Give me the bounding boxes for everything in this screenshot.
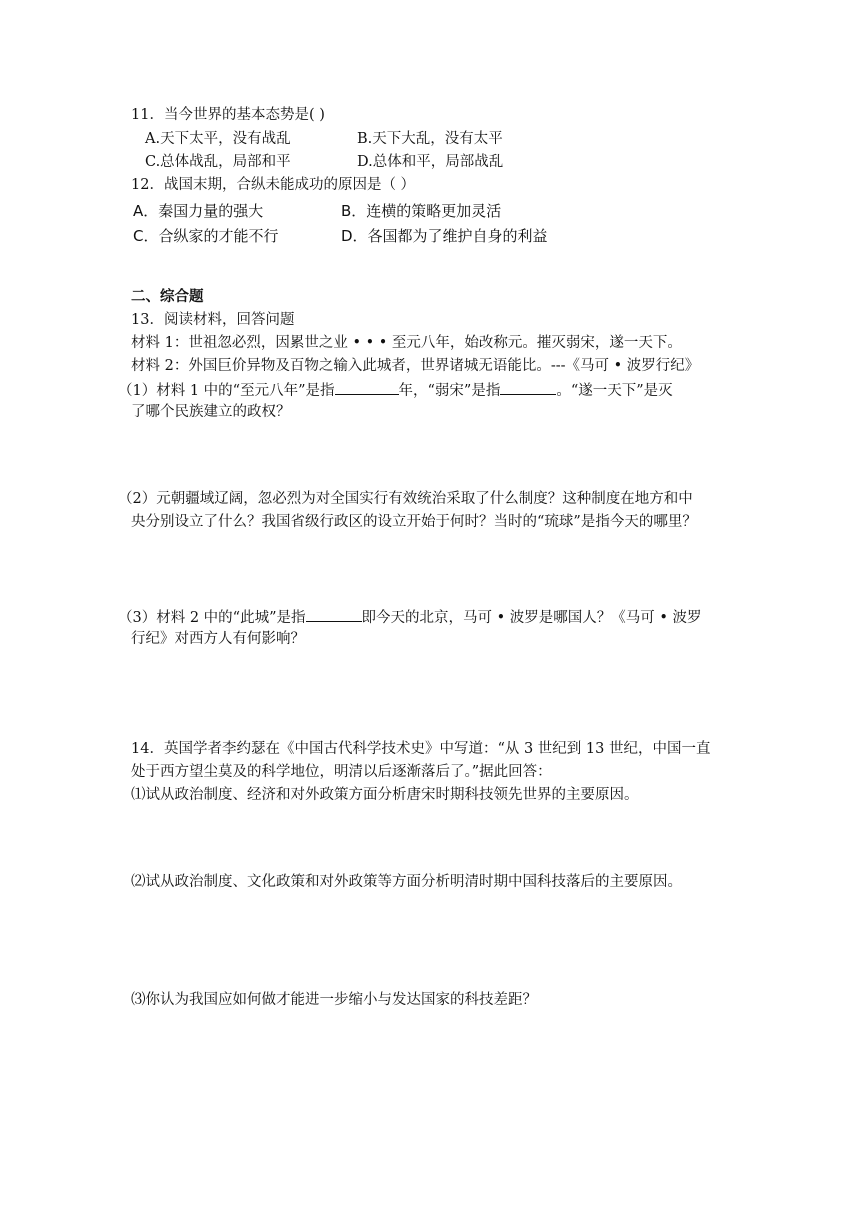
q11-option-d: D.总体和平，局部战乱	[357, 154, 504, 170]
q13-stem: 13．阅读材料，回答问题	[131, 312, 295, 328]
q11-stem: 11．当今世界的基本态势是( )	[131, 107, 325, 123]
q12-option-b: B．连横的策略更加灵活	[341, 202, 502, 220]
q12-option-d: D．各国都为了维护自身的利益	[341, 227, 548, 245]
q13-sub1-line2: 了哪个民族建立的政权？	[131, 404, 291, 420]
q13-sub1-text-b: 年，“弱宋”是指	[398, 383, 501, 399]
q13-material-1: 材料 1：世祖忽必烈，因累世之业 • • • 至元八年，始改称元。摧灭弱宋，遂一天下。	[131, 335, 682, 351]
q14-stem-line2: 处于西方望尘莫及的科学地位，明清以后逐渐落后了。”据此回答：	[131, 764, 552, 780]
q13-sub2-line1: （2）元朝疆域辽阔，忽必烈为对全国实行有效统治采取了什么制度？这种制度在地方和中	[118, 491, 693, 507]
q13-sub1-text-c: 。“遂一天下”是灭	[556, 383, 673, 399]
q13-sub1-line1	[118, 379, 673, 401]
q14-stem-line1: 14．英国学者李约瑟在《中国古代科学技术史》中写道：“从 3 世纪到 13 世纪，中国一直	[131, 741, 711, 757]
q11-option-b: B.天下大乱，没有太平	[357, 131, 503, 147]
q14-sub3: ⑶你认为我国应如何做才能进一步缩小与发达国家的科技差距？	[131, 992, 537, 1008]
q13-sub3-text-b: 即今天的北京，马可 • 波罗是哪国人？《马可 • 波罗	[361, 610, 702, 626]
q13-sub3-line1	[118, 606, 702, 628]
q12-option-c: C．合纵家的才能不行	[133, 227, 279, 245]
q12-option-a: A．秦国力量的强大	[133, 202, 264, 220]
q14-sub2: ⑵试从政治制度、文化政策和对外政策等方面分析明清时期中国科技落后的主要原因。	[131, 874, 682, 890]
q14-sub1: ⑴试从政治制度、经济和对外政策方面分析唐宋时期科技领先世界的主要原因。	[131, 787, 639, 803]
answer-blank-year	[335, 379, 399, 395]
q13-sub3-line2: 行纪》对西方人有何影响？	[131, 631, 305, 647]
section-heading: 二、综合题	[131, 288, 204, 305]
answer-blank-city	[306, 606, 362, 622]
q11-option-a: A.天下太平，没有战乱	[145, 131, 291, 147]
q12-stem: 12．战国末期，合纵未能成功的原因是（ ）	[131, 177, 416, 193]
answer-blank-song	[500, 379, 556, 395]
q13-sub3-text-a: （3）材料 2 中的“此城”是指	[118, 610, 306, 626]
q11-option-c: C.总体战乱，局部和平	[145, 154, 291, 170]
q13-sub2-line2: 央分别设立了什么？我国省级行政区的设立开始于何时？当时的“琉球”是指今天的哪里？	[131, 514, 697, 530]
q13-sub1-text-a: （1）材料 1 中的“至元八年”是指	[118, 383, 335, 399]
q13-material-2: 材料 2：外国巨价异物及百物之输入此城者，世界诸城无语能比。---《马可 • 波罗行纪》	[131, 358, 700, 374]
